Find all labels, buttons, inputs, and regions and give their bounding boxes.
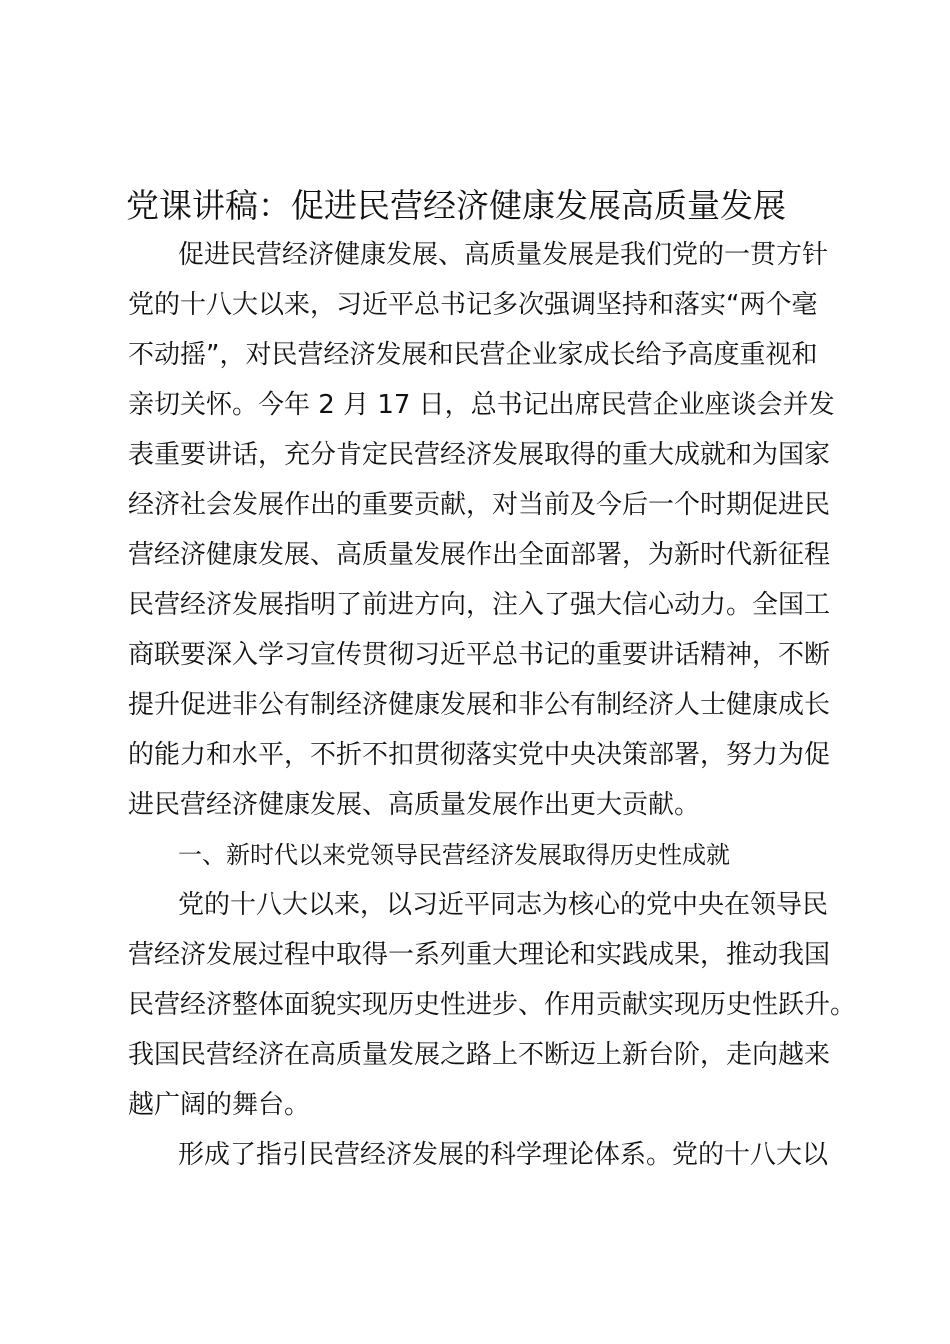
paragraph-line: 民营经济整体面貌实现历史性进步、作用贡献实现历史性跃升。 <box>128 990 857 1020</box>
paragraph-line: 进民营经济健康发展、高质量发展作出更大贡献。 <box>128 790 701 820</box>
paragraph-line: 不动摇”，对民营经济发展和民营企业家成长给予高度重视和 <box>128 340 818 370</box>
paragraph-line: 我国民营经济在高质量发展之路上不断迈上新台阶，走向越来 <box>128 1040 831 1070</box>
paragraph-line: 表重要讲话，充分肯定民营经济发展取得的重大成就和为国家 <box>128 440 831 470</box>
paragraph-line: 的能力和水平，不折不扣贯彻落实党中央决策部署，努力为促 <box>128 740 831 770</box>
paragraph-line: 促进民营经济健康发展、高质量发展是我们党的一贯方针 <box>178 240 829 270</box>
paragraph-line: 党的十八大以来，习近平总书记多次强调坚持和落实“两个毫 <box>128 290 818 320</box>
paragraph-line: 形成了指引民营经济发展的科学理论体系。党的十八大以 <box>178 1140 829 1170</box>
paragraph-line: 民营经济发展指明了前进方向，注入了强大信心动力。全国工 <box>128 590 831 620</box>
paragraph-line: 越广阔的舞台。 <box>128 1090 311 1120</box>
paragraph-line: 党的十八大以来，以习近平同志为核心的党中央在领导民 <box>178 890 829 920</box>
document-title: 党课讲稿：促进民营经济健康发展高质量发展 <box>126 186 786 225</box>
paragraph-line: 营经济发展过程中取得一系列重大理论和实践成果，推动我国 <box>128 940 831 970</box>
paragraph-line: 营经济健康发展、高质量发展作出全面部署，为新时代新征程 <box>128 540 831 570</box>
paragraph-line: 经济社会发展作出的重要贡献，对当前及今后一个时期促进民 <box>128 490 831 520</box>
paragraph-line: 提升促进非公有制经济健康发展和非公有制经济人士健康成长 <box>128 690 831 720</box>
paragraph-line: 亲切关怀。今年 2 月 17 日，总书记出席民营企业座谈会并发 <box>128 390 835 420</box>
section-heading: 一、新时代以来党领导民营经济发展取得历史性成就 <box>178 841 730 869</box>
paragraph-line: 商联要深入学习宣传贯彻习近平总书记的重要讲话精神，不断 <box>128 640 831 670</box>
